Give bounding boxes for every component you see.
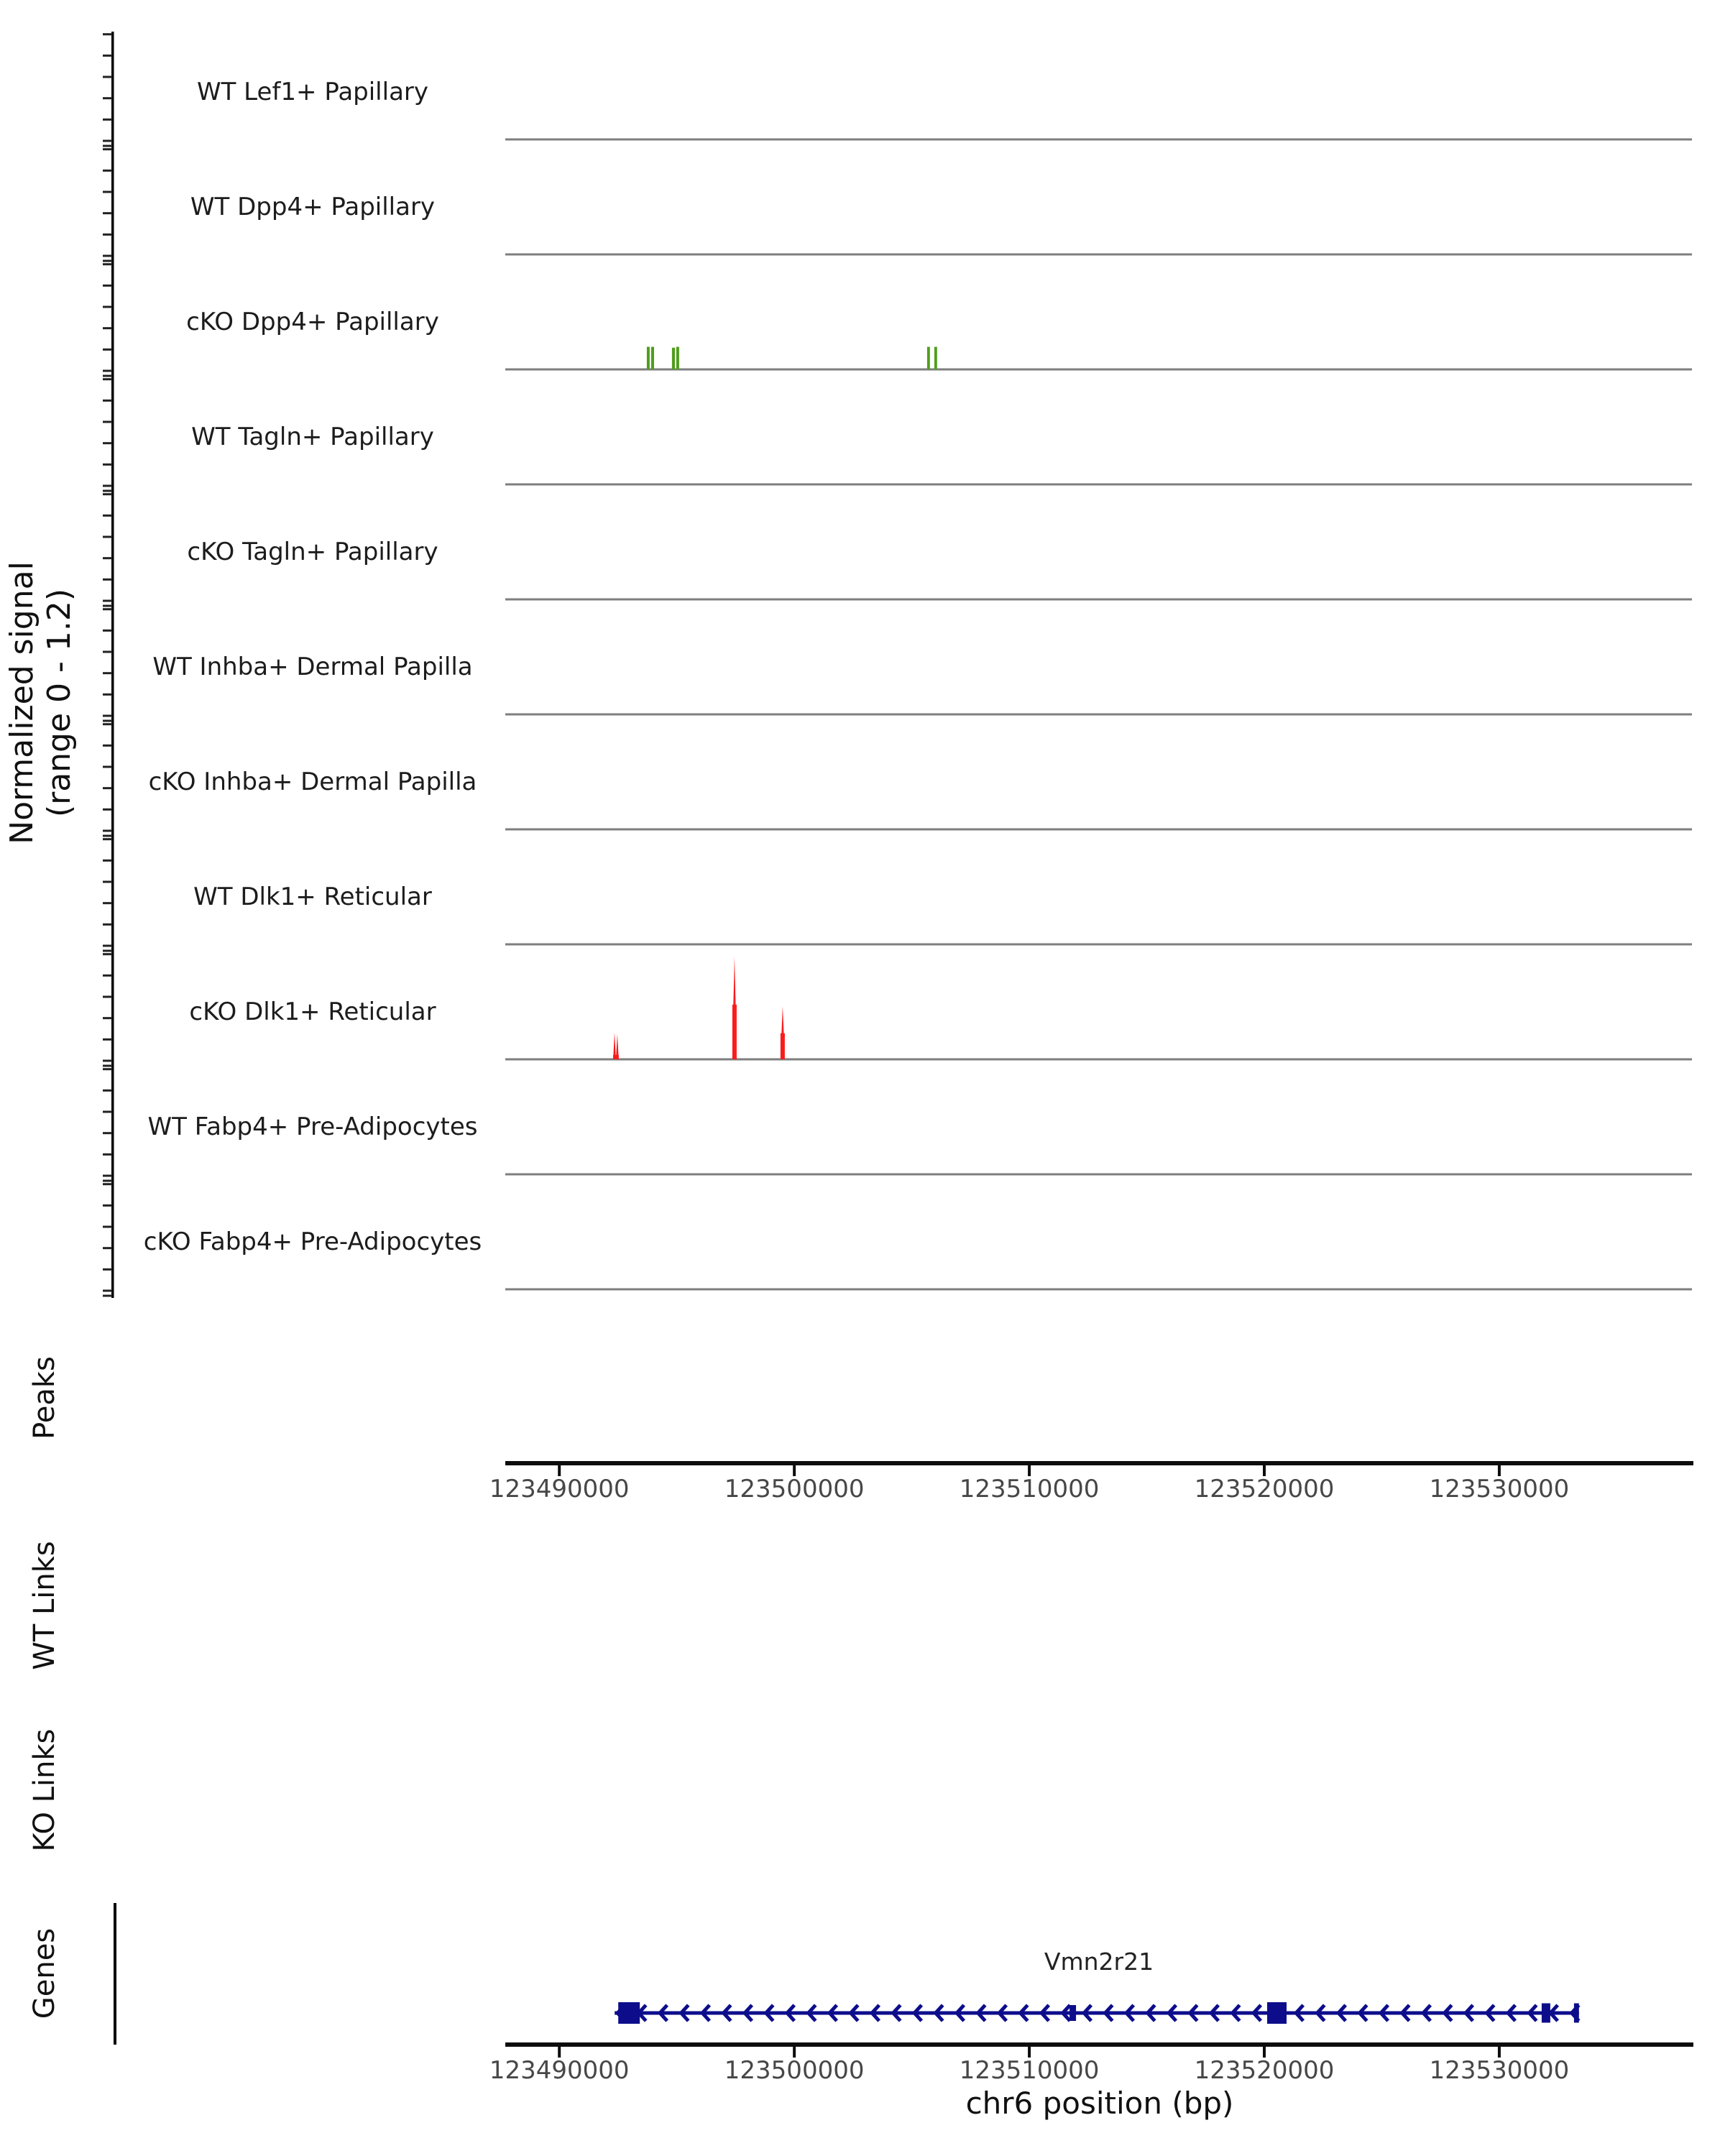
gene-name-label: Vmn2r21 xyxy=(1044,1948,1154,1976)
track-label: cKO Dpp4+ Papillary xyxy=(186,308,439,336)
track-baseline xyxy=(505,484,1692,486)
gene-exon-box xyxy=(1574,2004,1579,2023)
signal-peak xyxy=(927,347,930,369)
section-label-genes: Genes xyxy=(28,1927,61,2019)
genome-ruler-tick-label: 123510000 xyxy=(959,2056,1100,2085)
track-baseline xyxy=(505,1289,1692,1291)
genome-ruler-tick-label: 123530000 xyxy=(1429,2056,1570,2085)
signal-peak xyxy=(651,347,654,369)
track-baseline xyxy=(505,139,1692,141)
track-label: WT Tagln+ Papillary xyxy=(191,423,434,451)
track-label: cKO Fabp4+ Pre-Adipocytes xyxy=(143,1227,482,1256)
track-baseline xyxy=(505,1174,1692,1176)
track-label: WT Dlk1+ Reticular xyxy=(193,883,432,911)
track-baseline xyxy=(505,714,1692,716)
track-baseline xyxy=(505,829,1692,831)
gene-exon-box xyxy=(618,2002,640,2024)
genome-ruler-tick-label: 123500000 xyxy=(724,2056,865,2085)
genome-ruler-tick-label: 123520000 xyxy=(1194,2056,1335,2085)
genome-ruler-tick-label: 123490000 xyxy=(489,2056,630,2085)
gene-body-line xyxy=(615,2012,1579,2015)
genome-ruler-tick-label: 123520000 xyxy=(1194,1475,1335,1503)
section-label-wt-links: WT Links xyxy=(28,1541,61,1670)
genome-ruler-tick-label: 123530000 xyxy=(1429,1475,1570,1503)
section-label-peaks: Peaks xyxy=(28,1356,61,1439)
track-label: WT Inhba+ Dermal Papilla xyxy=(152,653,473,681)
genome-ruler-tick-label: 123490000 xyxy=(489,1475,630,1503)
genes-axis-spine xyxy=(114,1903,116,2045)
track-label: cKO Inhba+ Dermal Papilla xyxy=(148,768,477,796)
genome-ruler-line xyxy=(505,2042,1693,2047)
signal-peak xyxy=(672,348,675,369)
track-baseline xyxy=(505,254,1692,256)
y-axis-title-line1: Normalized signal xyxy=(4,561,40,844)
x-axis-title: chr6 position (bp) xyxy=(965,2086,1234,2121)
signal-peak xyxy=(781,1006,785,1059)
signal-peak xyxy=(732,957,737,1059)
gene-exon-box xyxy=(1542,2004,1550,2023)
track-baseline xyxy=(505,369,1692,371)
gene-exon-box xyxy=(1267,2002,1287,2024)
genome-ruler-tick-label: 123510000 xyxy=(959,1475,1100,1503)
genome-ruler-tick-label: 123500000 xyxy=(724,1475,865,1503)
track-baseline xyxy=(505,944,1692,946)
signal-peak xyxy=(676,347,679,369)
y-axis-title-line2: (range 0 - 1.2) xyxy=(41,588,78,818)
signal-peak xyxy=(616,1034,619,1059)
track-baseline xyxy=(505,1059,1692,1061)
track-label: WT Fabp4+ Pre-Adipocytes xyxy=(147,1112,478,1141)
signal-peak xyxy=(934,347,937,369)
track-label: WT Lef1+ Papillary xyxy=(196,78,429,106)
track-label: cKO Dlk1+ Reticular xyxy=(189,998,436,1026)
gene-exon-box xyxy=(1070,2005,1076,2021)
track-label: WT Dpp4+ Papillary xyxy=(190,193,436,221)
section-label-ko-links: KO Links xyxy=(28,1728,61,1852)
track-label: cKO Tagln+ Papillary xyxy=(187,538,438,566)
track-baseline xyxy=(505,599,1692,601)
signal-peak xyxy=(647,347,650,369)
genome-ruler-line xyxy=(505,1461,1693,1465)
signal-peak xyxy=(613,1033,616,1060)
